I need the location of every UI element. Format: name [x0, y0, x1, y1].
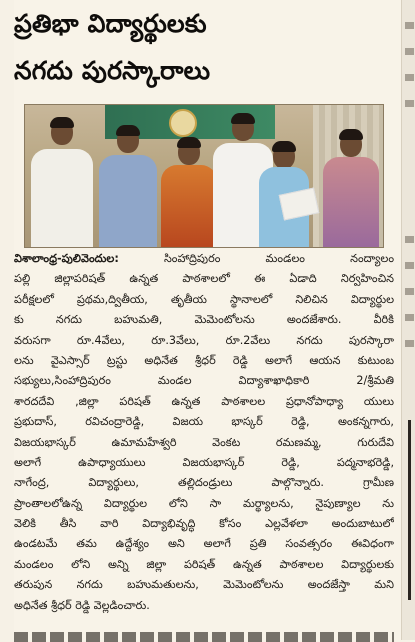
article-line: పల్లి జిల్లాపరిషత్ ఉన్నత పాఠశాలలో ఈ ఏడాది నిర్వహించిన	[14, 272, 394, 286]
article-line	[14, 249, 394, 269]
person-figure-2	[99, 127, 157, 247]
article-line: ఉండటమే తమ ఉద్దేశ్యం అని అలాగే ప్రతి సంవత్సరం ఈవిధంగా	[14, 537, 394, 551]
article-dateline: విశాలాంధ్ర-పులివెందుల:	[14, 252, 119, 265]
article-line: కు నగదు బహుమతి, మెమెంటోలను అందజేశారు. వీరికి	[14, 313, 394, 327]
person-figure-1	[31, 119, 93, 247]
article-line: తరుపున నగదు బహుమతులను, మెమెంటోలను అందజేస్తా మని	[14, 578, 394, 592]
article-line: వెలికి తీసి వారి విద్యాభివృద్ధి కోసం ఎల్లవేళలా అందుబాటులో	[14, 517, 394, 531]
article-line: అలాగే ఉపాధ్యాయులు విజయభాస్కర్ రెడ్డి, పద్మనాభరెడ్డి,	[14, 455, 394, 469]
article-line: వరుసగా రూ.4వేలు, రూ.3వేలు, రూ.2వేలు నగదు పురస్కారా	[14, 333, 394, 347]
next-article-cutoff	[14, 632, 394, 642]
adjacent-column-edge	[401, 0, 415, 640]
person-figure-3	[161, 139, 217, 247]
article-line: ప్రాంతాలలోఉన్న విద్యార్థుల లోని సా మర్థ్యాలను, నైపుణ్యాల ను	[14, 496, 394, 510]
headline-line-2: నగదు పురస్కారాలు	[14, 56, 211, 85]
emblem-icon	[169, 109, 197, 137]
article-line: అధినేత శ్రీధర్ రెడ్డి వెల్లడించారు.	[14, 598, 150, 612]
person-figure-6	[323, 131, 379, 247]
article-line: సభ్యులు,సింహాద్రిపురం మండల విద్యాశాఖాధికారి 2/శ్రీమతి	[14, 374, 394, 388]
headline	[14, 0, 396, 94]
article-line: నాగేంద్ర, విద్యార్థులు, తల్లిదండ్రులు పాల్గొన్నారు. గ్రామీణ	[14, 476, 394, 490]
article-line: పరీక్షలలో ప్రథమ,ద్వితీయ, తృతీయ స్థానాలలో నిలిచిన విద్యార్థుల	[14, 292, 394, 306]
article-body	[14, 249, 394, 616]
article-line: ప్రభుదాస్, రవిచంద్రారెడ్డి, విజయ భాస్కర్ రెడ్డి, అంకన్నగారు,	[14, 415, 394, 429]
article-line-text: సింహాద్రిపురం మండలం నంద్యాలం	[118, 252, 394, 265]
headline-line-1: ప్రతిభా విద్యార్థులకు	[14, 9, 207, 38]
news-photo	[24, 104, 384, 248]
article-line: విజయభాస్కర్ ఉమామహేశ్వరి వెంకట రమణమ్మ, గురుదేవి	[14, 435, 394, 449]
article-line: మండలం లోని అన్ని జిల్లా పరిషత్ ఉన్నత పాఠశాలల విద్యార్థులకు	[14, 557, 394, 571]
article-line: లను వైఎస్సార్ ట్రస్టు అధినేత శ్రీధర్ రెడ్డి అలాగే ఆయన కుటుంబ	[14, 353, 394, 367]
article-line: శారదదేవి ,జిల్లా పరిషత్ ఉన్నత పాఠశాలల ప్రధానోపాధ్యా యులు	[14, 394, 394, 408]
